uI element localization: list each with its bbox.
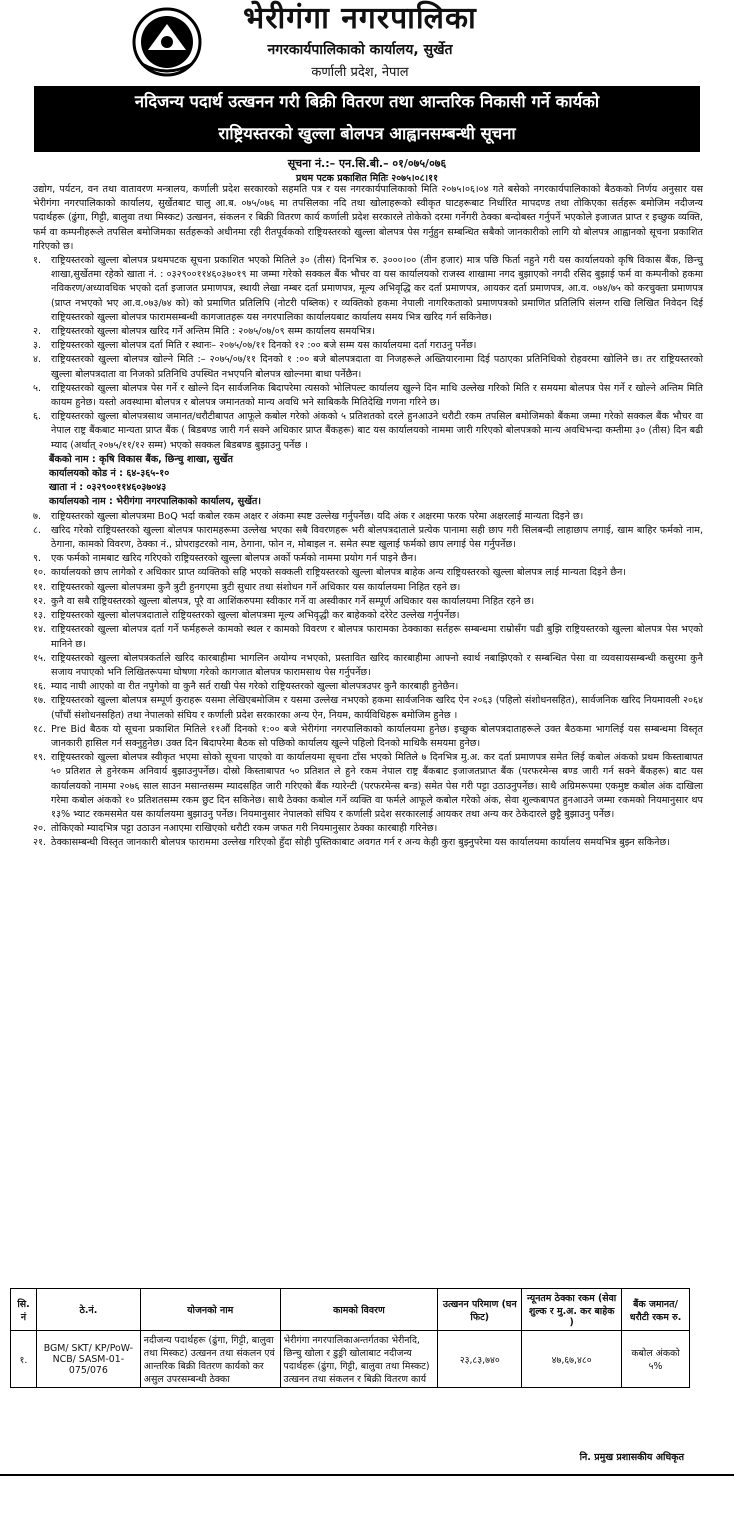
condition-text: राष्ट्रियस्तरको खुल्ला बोलपत्रकर्ताले खरिद कारबाहीमा भागलिन अयोग्य नभएको, प्रस्तावित खरिद कारबाहीमा आफ्नो स्वार्थ नबाझिएको र सम्बन्धित पेसा वा व्यवसायसम्बन्धी कसुरमा कुनै सजाय नपाएको भनि लिखितरूपमा घोषणा गरेको कागजात बोलपत्र फारामसाथ पेस गर्नुपर्नेछ। [51,652,703,678]
condition-item [33,836,703,850]
condition-item [33,254,703,325]
condition-item [33,339,703,353]
condition-item [33,566,703,580]
condition-item [33,609,703,623]
condition-text: राष्ट्रियस्तरको खुल्ला बोलपत्रसाथ जमानत/धरौटीबापत आफूले कबोल गरेको अंकको ५ प्रतिशतको दरले हुनआउने धरौटी रकम तपसिल बमोजिमको बैंकमा जम्मा गरेको सक्कल बैंक भौचर वा नेपाल राष्ट्र बैंकबाट मान्यता प्राप्त बैंक ( बिडबण्ड जारी गर्न सक्ने अधिकार प्राप्त बैंकहरू) बाट यस कार्यालयको नाममा जारी गरिएको बोलपत्रको मान्य अवधिभन्दा कम्तीमा ३० (तीस) दिन बढी म्याद (अर्थात् २०७५/११/१२ सम्म) भएको सक्कल बिडबण्ड बुझाउनु पर्नेछ । [51,411,703,451]
condition-text: म्याद नाघी आएको वा रीत नपुगेको वा कुनै सर्त राखी पेस गरेको राष्ट्रियस्तरको खुल्ला बोलपत्रउपर कुनै कारबाही हुनेछैन। [51,681,459,693]
notice-info [0,156,734,186]
condition-number: १२. [33,595,47,607]
table-body [11,1331,690,1388]
condition-number: ६. [33,411,42,423]
condition-text: एक फर्मको नामबाट खरिद गरिएको राष्ट्रियस्तरको खुल्ला बोलपत्र अर्को फर्मको नाममा प्रयोग गर्न पाइने छैन। [51,553,417,565]
account-number: खाता नं : ०३२९००११४६०३७०४३ [49,482,167,494]
table-cell: नदीजन्य पदार्थहरू (ढुंगा, गिट्टी, बालुवा तथा मिस्कट) उत्खनन तथा संकलन एवं आन्तरिक बिक्री वितरण कार्यको कर असुल उपरसम्बन्धी ठेक्का [140,1331,280,1388]
condition-item [33,581,703,595]
condition-text: कार्यालयको छाप लागेको र अधिकार प्राप्त व्यक्तिको सहि भएको सक्कली राष्ट्रियस्तरको खुल्ला बोलपत्र बाहेक अन्य राष्ट्रियस्तरको खुल्ला बोलपत्र लाई मान्यता दिइने छैन। [51,567,626,579]
table-cell: २३,८३,७४० [438,1331,522,1388]
condition-text: Pre Bid बैठक यो सूचना प्रकाशित मितिले ११औं दिनको १:०० बजे भेरीगंगा नगरपालिकाको कार्यालयमा हुनेछ। इच्छुक बोलपत्रदाताहरूले उक्त बैठकमा भागलिई यस सम्बन्धमा विस्तृत जानकारी हासिल गर्न सक्नुहुनेछ। उक्त दिन बिदापरेमा बैठक सो पछिको कार्यालय खुल्ने पहिलो दिनको माथिकै समयमा हुनेछ। [51,723,703,749]
condition-item [33,524,703,552]
condition-number: २. [33,326,42,338]
notice-number: सूचना नं.:– एन.सि.बी.– ०१/०७५/०७६ [287,157,447,170]
condition-item [33,652,703,680]
condition-text: राष्ट्रियस्तरको खुल्ला बोलपत्र पेस गर्ने र खोल्ने दिन सार्वजनिक बिदापरेमा त्यसको भोलिपल्ट कार्यालय खुल्ने दिन माथि उल्लेख गरिको मिति र समयमा बोलपत्र पेस गर्ने र खोल्ने अन्तिम मिति कायम हुनेछ। यस्तो अवस्थामा बोलपत्र र बोलपत्र जमानतको मान्य अवधि भने साबिककै मितिदेखि गणना गरिने छ। [51,382,703,409]
bottom-rule [0,1474,734,1476]
condition-text: ठेक्कासम्बन्धी विस्तृत जानकारी बोलपत्र फाराममा उल्लेख गरिएको हुँदा सोही पुस्तिकाबाट अवगत गर्न र अन्य केही कुरा बुझ्नुपरेमा यस कार्यालयमा कार्यालय समयभित्र बुझ्न सकिनेछ। [51,837,670,849]
condition-number: १८. [33,723,47,735]
condition-text: राष्ट्रियस्तरको खुल्ला बोलपत्रदाताले राष्ट्रियस्तरको खुल्ला बोलपत्रमा मूल्य अभिवृद्धी कर बाहेकको दरेरेट उल्लेख गर्नुपर्नेछ। [51,610,460,622]
condition-text: राष्ट्रियस्तरको खुल्ला बोलपत्रमा कुनै त्रुटी हुनगएमा त्रुटी सुधार तथा संशोधन गर्ने अधिकार यस कार्यालयमा निहित रहने छ। [51,581,461,593]
bank-details [33,453,703,510]
condition-number: १६. [33,681,47,693]
condition-number: १३. [33,610,47,622]
condition-item [33,552,703,566]
table-header-cell: न्यूनतम ठेक्का रकम (सेवा शुल्क र मु.अ. कर बाहेक ) [522,1289,622,1331]
nepal-emblem-icon [128,6,206,78]
condition-item [33,623,703,651]
condition-text: तोकिएको म्यादभित्र पट्टा उठाउन नआएमा राखिएको धरौटी रकम जफत गरी नियमानुसार ठेक्का कारबाही गरिनेछ। [51,823,438,835]
province-name: कर्णाली प्रदेश, नेपाल [311,65,409,80]
condition-text: राष्ट्रियस्तरको खुल्ला बोलपत्र स्वीकृत भएमा सोको सूचना पाएको वा कार्यालयमा सूचना टाँस भएको मितिले ७ दिनभित्र मु.अ. कर दर्ता प्रमाणपत्र समेत लिई कबोल अंकको प्रथम किस्ताबापत ५० प्रतिशत ले हुनेरकम अनिवार्य बुझाउनुपर्नेछ। दोस्रो किस्ताबापत ५० प्रतिशत ले हुने रकम नेपाल राष्ट्र बैंकबाट इजाजतप्राप्त बैंक (परफरमेन्स बण्ड जारी गर्न सक्ने बैंकहरू) बाट यस कार्यालयको नाममा २०७६ साल साउन मसान्तसम्म म्यादसहित जारी गरिएको बैंक ग्यारेन्टी (परफरमेन्स बन्ड) समेत पेस गरी पट्टा उठाउनुपर्नेछ। साथै अग्रिमरूपमा एकमुष्ट कबोल अंक दाखिला गरेमा कबोल अंकको १० प्रतिशतसम्म रकम छुट दिन सकिनेछ। साथै ठेक्का कबोल गर्ने व्यक्ति वा फर्मले आफूले कबोल गरेको अंक, सेवा शुल्कबापत हुनआउने जम्मा रकमको नियमानुसार थप १३% भ्याट रकमसमेत यस कार्यालयमा बुझाउनु पर्नेछ। नियमानुसार नेपालको संघिय र कर्णाली प्रदेश सरकारलाई आयकर तथा अन्य कर ठेकेदारले छुट्टै बुझाउनु पर्नेछ। [51,752,703,820]
condition-item [33,751,703,822]
table-cell: BGM/ SKT/ KP/PoW-NCB/ SASM-01-075/076 [36,1331,140,1388]
condition-number: २०. [33,823,47,835]
condition-text: राष्ट्रियस्तरको खुल्ला बोलपत्र खरिद गर्ने अन्तिम मिति : २०७५/०७/०९ सम्म कार्यालय समयभित्र। [51,326,375,338]
condition-number: ९. [33,553,42,565]
bank-name: बैंकको नाम : कृषि विकास बैंक, छिन्चु शाखा, सुर्खेत [49,453,233,465]
table-cell: १. [11,1331,37,1388]
table-header-cell: उत्खनन परिमाण (घन फिट) [438,1289,522,1331]
header [0,0,734,82]
condition-number: ५. [33,382,42,394]
condition-number: ४. [33,354,42,366]
condition-number: १. [33,255,42,267]
office-name-bank: कार्यालयको नाम : भेरीगंगा नगरपालिकाको कार्यालय, सुर्खेत। [49,496,262,508]
table-header-row [11,1289,690,1331]
condition-number: १४. [33,624,47,636]
condition-text: राष्ट्रियस्तरको खुल्ला बोलपत्र दर्ता गर्ने फर्महरूले कामको स्थल र कामको विवरण र बोलपत्र फारामका ठेक्काका सर्तहरू सम्बन्धमा राम्रोसँग पढी बुझि राष्ट्रियस्तरको खुल्ला बोलपत्र पेस भएको मानिने छ। [51,624,703,650]
office-code: कार्यालयको कोड नं : ६४-३६५-१० [49,468,170,480]
condition-text: राष्ट्रियस्तरको खुल्ला बोलपत्र सम्पूर्ण कुराहरू यसमा लेखिएबमोजिम र यसमा उल्लेख नभएको हकमा सार्वजनिक खरिद ऐन २०६३ (पहिलो संशोधनसहित), सार्वजनिक खरिद नियमावली २०६४ (पाँचौं संशोधनसहित) तथा नेपालको संघिय र कर्णाली प्रदेश सरकारका अन्य ऐन, नियम, कार्यविधिहरू बमोजिम हुनेछ । [51,695,703,721]
condition-text: राष्ट्रियस्तरको खुल्ला बोलपत्रमा BoQ भर्दा कबोल रकम अक्षर र अंकमा स्पष्ट उल्लेख गर्नुपर्नेछ। यदि अंक र अक्षरमा फरक परेमा अक्षरलाई मान्यता दिइने छ। [51,510,584,522]
condition-item [33,822,703,836]
title-line-2: राष्ट्रियस्तरको खुल्ला बोलपत्र आह्वानसम्बन्धी सूचना [218,124,516,143]
office-name: नगरकार्यपालिकाको कार्यालय, सुर्खेत [267,42,453,58]
table-row [11,1331,690,1388]
publish-date: प्रथम पटक प्रकाशित मितिः २०७५।०८।११ [295,173,439,184]
condition-item [33,723,703,751]
condition-number: ३. [33,340,42,352]
table-header-cell: सि. नं [11,1289,37,1331]
condition-text: राष्ट्रियस्तरको खुल्ला बोलपत्र खोल्ने मिति :– २०७५/०७/११ दिनको १ :०० बजे बोलपत्रदाता वा निजहरूले अख्तियारनामा दिई पठाएका प्रतिनिधिको रोहवरमा खोलिने छ। तर राष्ट्रियस्तरको खुल्ला बोलपत्रदाता वा निजको प्रतिनिधि उपस्थित नभएपनि बोलपत्र खोल्नमा बाधा पर्नेछैन। [51,354,703,380]
condition-number: १९. [33,752,47,764]
conditions-list-part1 [33,254,703,453]
condition-item [33,680,703,694]
table-header-cell: कामको विवरण [280,1289,438,1331]
condition-number: २१. [33,837,47,849]
condition-text: राष्ट्रियस्तरको खुल्ला बोलपत्र प्रथमपटक सूचना प्रकाशित भएको मितिले ३० (तीस) दिनभित्र रु. ३०००।०० (तीन हजार) मात्र पछि फिर्ता नहुने गरी यस कार्यालयको कृषि विकास बैंक, छिन्चु शाखा,सुर्खेतमा रहेको खाता नं. : ०३२९००११४६०३७०१९ मा जम्मा गरेको सक्कल बैंक भौचर वा यस कार्यालयको राजस्व शाखामा नगद बुझाएको नगदी रसिद बुझाई फर्म वा कम्पनीको हकमा नविकरण/अध्यावधिक भएको दर्ता इजाजत प्रमाणपत्र, स्थायी लेखा नम्बर दर्ता प्रमाणपत्र, मूल्य अभिवृद्धि कर दर्ता प्रमाणपत्र, आयकर दर्ता प्रमाणपत्र, आ.व. ०७४/७५ को करचुक्ता प्रमाणपत्र (प्राप्त नभएको भए आ.व.०७३/७४ को) को प्रमाणित प्रतिलिपि (नोटरी पब्लिक) र व्यक्तिको हकमा नेपाली नागरिकताको प्रमाणपत्रको प्रमाणित प्रतिलिपि संलग्न राखि लिखित निवेदन दिई राष्ट्रियस्तरको खुल्ला बोलपत्र फारामसम्बन्धी कागजातहरू यस नगरपालिका कार्यालयबाट कार्यालय समय भित्र खरिद गर्न सकिनेछ। [51,255,703,323]
notice-body [33,183,703,851]
condition-text: कुनै वा सबै राष्ट्रियस्तरको खुल्ला बोलपत्र, पूरै वा आशिंकरुपमा स्वीकार गर्ने वा अस्वीकार गर्ने सम्पूर्ण अधिकार यस कार्यालयमा निहित रहने छ। [51,595,535,607]
condition-text: खरिद गरेको राष्ट्रियस्तरको खुल्ला बोलपत्र फारामहरूमा उल्लेख भएका सबै विवरणहरू भरी बोलपत्रदाताले प्रत्येक पानामा सही छाप गरी सिलबन्दी लाहाछाप लगाई, खाम बाहिर फर्मको नाम, ठेगाना, कामको विवरण, ठेक्का नं., प्रोपराइटरको नाम, ठेगाना, फोन न, मोबाइल न. समेत स्पष्ट खुलाई फर्मको छाप लगाई पेस गर्नुपर्नेछ। [51,524,703,551]
signature: नि. प्रमुख प्रशासकीय अधिकृत [579,1452,684,1463]
notice-title-banner [34,86,700,152]
condition-number: ११. [33,581,47,593]
table-header-cell: बैंक जमानत/ धरौटी रकम रु. [622,1289,690,1331]
table-cell: ४७,६७,४८० [522,1331,622,1388]
condition-item [33,595,703,609]
condition-item [33,510,703,524]
title-line-1: नदिजन्य पदार्थ उत्खनन गरी बिक्री वितरण तथा आन्तरिक निकासी गर्ने कार्यको [134,92,600,111]
condition-text: राष्ट्रियस्तरको खुल्ला बोलपत्र दर्ता मिति र स्थानः– २०७५/०७/११ दिनको १२ :०० बजे सम्म यस कार्यालयमा दर्ता गराउनु पर्नेछ। [51,340,477,352]
conditions-list-part2 [33,510,703,851]
table-cell: कबोल अंकको ५% [622,1331,690,1388]
org-name: भेरीगंगा नगरपालिका [243,1,477,36]
condition-item [33,694,703,722]
table-header-cell: ठे.नं. [36,1289,140,1331]
condition-number: ७. [33,510,42,522]
condition-number: १५. [33,652,47,664]
condition-item [33,382,703,410]
condition-item [33,325,703,339]
condition-number: १०. [33,567,47,579]
condition-item [33,410,703,453]
condition-number: ८. [33,524,42,536]
table-cell: भेरीगंगा नगरपालिकाअन्तर्गतका भेरीनदि, छिन्चु खोला र डुङ्री खोलाबाट नदीजन्य पदार्थहरू (ढुंगा, गिट्टी, बालुवा तथा मिस्कट) उत्खनन तथा संकलन र बिक्री वितरण कार्य [280,1331,438,1388]
table-header-cell: योजनको नाम [140,1289,280,1331]
condition-number: १७. [33,695,47,707]
intro-paragraph: उद्योग, पर्यटन, वन तथा वातावरण मन्त्रालय, कर्णाली प्रदेश सरकारको सहमति पत्र र यस नगरकार्यपालिकाको मिति २०७५।०६।०४ गते बसेको नगरकार्यपालिकाको बैठकको निर्णय अनुसार यस भेरीगंगा नगरपालिकाको कार्यालय, सुर्खेतबाट चालु आ.ब. ०७५/०७६ मा तपसिलका नदि तथा खोलाहरूको स्वीकृत घाटहरूबाट निर्धारित मापदण्ड तथा तोकिएका सर्तहरू बमोजिम नदीजन्य पदार्थहरू (ढुंगा, गिट्टी, बालुवा तथा मिस्कट) उत्खनन, संकलन र बिक्री वितरण कार्य कर्णाली प्रदेश सरकारले तोकेको दरमा गर्नेगरी ठेक्का बन्दोबस्त गर्नुपर्ने भएकोले इजाजत प्राप्त र इच्छुक व्यक्ति, फर्म वा कम्पनीहरूले तपसिल बमोजिमका सर्तहरूको अधीनमा रही रीतपूर्वकको राष्ट्रियस्तरको खुल्ला बोलपत्र पेस गर्नुहुन सम्बन्धित सबैको जानकारीको लागि यो बोलपत्र आह्वानको सूचना प्रकाशित गरिएको छ। [33,184,703,252]
contract-table [10,1288,690,1388]
condition-item [33,353,703,381]
